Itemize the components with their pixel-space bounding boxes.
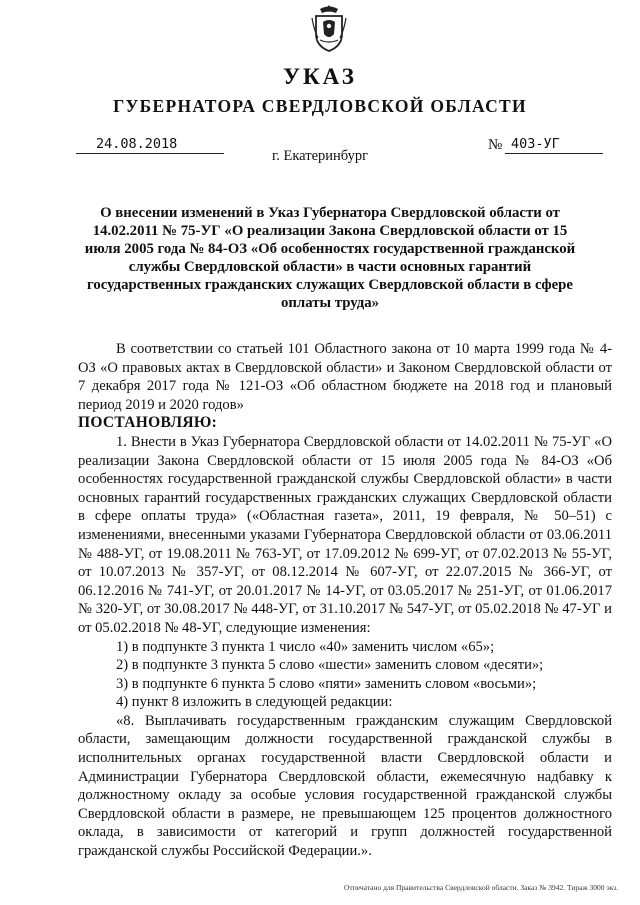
- document-city: г. Екатеринбург: [271, 148, 369, 164]
- list-item: 4) пункт 8 изложить в следующей редакции:: [116, 694, 393, 711]
- list-item: 3) в подпункте 6 пункта 5 слово «пяти» заменить словом «восьми»;: [116, 675, 537, 692]
- list-item: 2) в подпункте 3 пункта 5 слово «шести» заменить словом «десяти»;: [116, 657, 544, 674]
- list-item: 1) в подпункте 3 пункта 1 число «40» заменить числом «65»;: [116, 638, 495, 655]
- preamble-paragraph: В соответствии со статьей 101 Областного закона от 10 марта 1999 года № 4-ОЗ «О правовых актах в Свердловской области» и Законом Свердловской области от 7 декабря 2017 года № 121-ОЗ «Об областном бюджете на 2018 год и плановый период 2019 и 2020 годов»: [78, 341, 612, 413]
- document-subtitle: ГУБЕРНАТОРА СВЕРДЛОВСКОЙ ОБЛАСТИ: [113, 96, 527, 116]
- paragraph-1: 1. Внести в Указ Губернатора Свердловской области от 14.02.2011 № 75-УГ «О реализации Закона Свердловской области от 15 июля 2005 года № 84-ОЗ «Об особенностях государственной гражданской службы Свердловской области» в части основных гарантий государственных гражданских служащих Свердловской области в сфере оплаты труда» («Областная газета», 2011, 19 февраля, № 50–51) с изменениями, внесенными указами Губернатора Свердловской области от 03.06.2011 № 488-УГ, от 19.08.2011 № 763-УГ, от 17.09.2012 № 699-УГ, от 07.02.2013 № 55-УГ, от 10.07.2013 № 357-УГ, от 08.12.2014 № 607-УГ, от 22.07.2015 № 366-УГ, от 06.12.2016 № 741-УГ, от 20.01.2017 № 14-УГ, от 03.05.2017 № 251-УГ, от 01.06.2017 № 320-УГ, от 30.08.2017 № 448-УГ, от 31.10.2017 № 547-УГ, от 05.02.2018 № 47-УГ и от 05.02.2018 № 48-УГ, следующие изменения:: [78, 433, 612, 636]
- coat-of-arms-icon: [310, 4, 348, 52]
- print-footer: Отпечатано для Правительства Свердловской области. Заказ № 3942. Тираж 3000 экз.: [344, 883, 618, 892]
- decree-word: ПОСТАНОВЛЯЮ:: [78, 414, 218, 432]
- document-title: УКАЗ: [283, 64, 357, 89]
- document-date: 24.08.2018: [96, 136, 178, 152]
- quoted-paragraph: «8. Выплачивать государственным гражданским служащим Свердловской области, замещающим должности государственной гражданской службы в исполнительных органах государственной власти Свердловской области и Администрации Губернатора Свердловской области, ежемесячную надбавку к должностному окладу за особые условия государственной гражданской службы Свердловской области в размере, не превышающем 125 процентов должностного оклада, в зависимости от категорий и групп должностей государственной гражданской службы Российской Федерации.».: [78, 712, 612, 860]
- number-sign: №: [488, 137, 503, 153]
- document-number: 403-УГ: [511, 136, 560, 152]
- document-body: [78, 340, 612, 861]
- document-heading: О внесении изменений в Указ Губернатора Свердловской области от 14.02.2011 № 75-УГ «О реализации Закона Свердловской области от 15 июля 2005 года № 84-ОЗ «Об особенностях государственной гражданской службы Свердловской области» в части основных гарантий государственных гражданских служащих Свердловской области в сфере оплаты труда»: [84, 205, 576, 311]
